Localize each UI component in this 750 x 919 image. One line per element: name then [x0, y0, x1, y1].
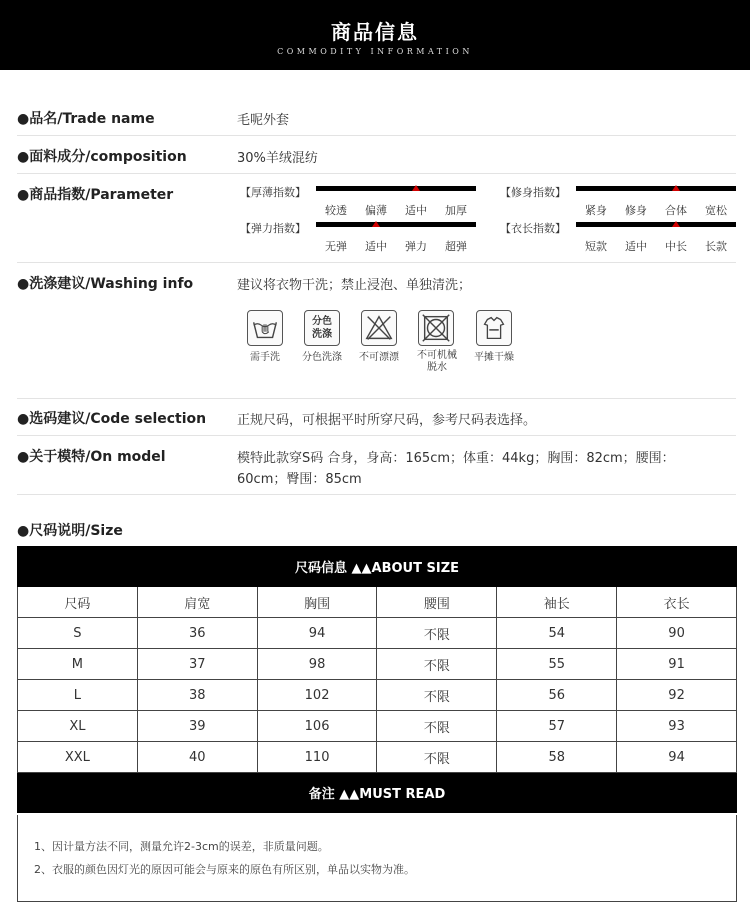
table-cell: 39	[137, 711, 257, 742]
washing-label: ●洗涤建议/Washing info	[17, 276, 194, 292]
no-bleach-caption: 不可漂漂	[359, 352, 399, 363]
size-table-columns	[18, 587, 737, 618]
separate-wash-caption: 分色洗涤	[302, 352, 342, 363]
separate-wash-icon	[304, 310, 340, 346]
param-length-marker-icon	[672, 221, 680, 227]
table-cell: 40	[137, 742, 257, 773]
table-cell: S	[18, 618, 138, 649]
param-fit-option: 紧身	[585, 204, 607, 217]
table-cell: 57	[497, 711, 617, 742]
dry-flat-icon	[476, 310, 512, 346]
column-header: 腰围	[377, 587, 497, 618]
code-selection-label: ●选码建议/Code selection	[17, 411, 207, 427]
table-cell: M	[18, 649, 138, 680]
table-cell: 不限	[377, 742, 497, 773]
divider	[17, 173, 736, 174]
param-length-label: 【衣长指数】	[500, 222, 566, 235]
hand-wash-icon	[247, 310, 283, 346]
column-header: 尺码	[18, 587, 138, 618]
table-cell: 91	[617, 649, 737, 680]
on-model-value-line-1: 模特此款穿S码 合身，身高：165cm；体重：44kg；胸围：82cm；腰围：	[237, 451, 675, 466]
param-thickness-option: 较透	[325, 204, 347, 217]
table-cell: 36	[137, 618, 257, 649]
table-cell: 不限	[377, 711, 497, 742]
table-cell: 106	[257, 711, 377, 742]
param-thickness-label: 【厚薄指数】	[240, 186, 306, 199]
table-cell: 不限	[377, 649, 497, 680]
param-fit-label: 【修身指数】	[500, 186, 566, 199]
param-fit-option: 合体	[665, 204, 687, 217]
size-table-header: 尺码信息 ▲▲ABOUT SIZE	[18, 547, 737, 587]
separate-wash-icon-text-1: 分色	[312, 316, 332, 327]
param-fit-marker-icon	[672, 185, 680, 191]
no-tumble-dry-caption-1: 不可机械	[417, 350, 457, 361]
composition-value: 30%羊绒混纺	[237, 151, 318, 166]
divider	[17, 398, 736, 399]
param-thickness-option: 加厚	[445, 204, 467, 217]
param-elasticity-option: 弹力	[405, 240, 427, 253]
param-length-option: 适中	[625, 240, 647, 253]
param-elasticity-marker-icon	[372, 221, 380, 227]
page-subtitle: COMMODITY INFORMATION	[277, 47, 473, 56]
param-fit-bar	[576, 186, 736, 191]
no-bleach-icon	[361, 310, 397, 346]
table-cell: 不限	[377, 618, 497, 649]
table-cell: 54	[497, 618, 617, 649]
table-cell: 102	[257, 680, 377, 711]
param-length-option: 中长	[665, 240, 687, 253]
size-section-label: ●尺码说明/Size	[17, 523, 123, 539]
parameter-label: ●商品指数/Parameter	[17, 187, 174, 203]
composition-label: ●面料成分/composition	[17, 149, 187, 165]
table-cell: L	[18, 680, 138, 711]
divider	[17, 494, 736, 495]
table-cell: 93	[617, 711, 737, 742]
table-row	[18, 618, 737, 649]
table-cell: 94	[257, 618, 377, 649]
table-cell: XXL	[18, 742, 138, 773]
divider	[17, 262, 736, 263]
divider	[17, 135, 736, 136]
note-line-2: 2、衣服的颜色因灯光的原因可能会与原来的原色有所区别，单品以实物为准。	[34, 863, 415, 876]
notes-header: 备注 ▲▲MUST READ	[18, 773, 737, 813]
table-cell: 55	[497, 649, 617, 680]
on-model-label: ●关于模特/On model	[17, 449, 166, 465]
column-header: 衣长	[617, 587, 737, 618]
table-cell: 不限	[377, 680, 497, 711]
table-row	[18, 711, 737, 742]
no-tumble-dry-caption-2: 脱水	[427, 362, 447, 373]
trade-name-label: ●品名/Trade name	[17, 111, 155, 127]
param-elasticity-option: 超弹	[445, 240, 467, 253]
param-elasticity-option: 无弹	[325, 240, 347, 253]
param-fit-option: 修身	[625, 204, 647, 217]
param-length-option: 短款	[585, 240, 607, 253]
param-elasticity-bar	[316, 222, 476, 227]
param-thickness-option: 偏薄	[365, 204, 387, 217]
column-header: 肩宽	[137, 587, 257, 618]
hand-wash-caption: 需手洗	[250, 352, 280, 363]
param-elasticity-option: 适中	[365, 240, 387, 253]
separate-wash-icon-text-2: 洗涤	[312, 329, 332, 340]
table-cell: 90	[617, 618, 737, 649]
washing-value: 建议将衣物干洗；禁止浸泡、单独清洗；	[237, 278, 472, 293]
param-thickness-marker-icon	[412, 185, 420, 191]
table-cell: 94	[617, 742, 737, 773]
table-cell: 110	[257, 742, 377, 773]
trade-name-value: 毛呢外套	[237, 113, 290, 128]
param-thickness-option: 适中	[405, 204, 427, 217]
column-header: 胸围	[257, 587, 377, 618]
param-length-bar	[576, 222, 736, 227]
param-elasticity-label: 【弹力指数】	[240, 222, 306, 235]
notes-box	[17, 815, 737, 902]
table-cell: 92	[617, 680, 737, 711]
table-cell: 37	[137, 649, 257, 680]
table-cell: 98	[257, 649, 377, 680]
table-row	[18, 742, 737, 773]
table-row	[18, 649, 737, 680]
no-tumble-dry-icon	[418, 310, 454, 346]
column-header: 袖长	[497, 587, 617, 618]
header-banner	[0, 0, 750, 70]
table-cell: 58	[497, 742, 617, 773]
code-selection-value: 正规尺码，可根据平时所穿尺码，参考尺码表选择。	[237, 413, 537, 428]
table-cell: XL	[18, 711, 138, 742]
table-row	[18, 680, 737, 711]
page-title: 商品信息	[331, 20, 419, 44]
table-cell: 56	[497, 680, 617, 711]
param-fit-option: 宽松	[705, 204, 727, 217]
size-table	[17, 546, 737, 813]
divider	[17, 435, 736, 436]
note-line-1: 1、因计量方法不同，测量允许2-3cm的误差，非质量问题。	[34, 840, 329, 853]
table-cell: 38	[137, 680, 257, 711]
param-thickness-bar	[316, 186, 476, 191]
on-model-value-line-2: 60cm；臀围：85cm	[237, 472, 362, 487]
dry-flat-caption: 平摊干燥	[474, 352, 514, 363]
param-length-option: 长款	[705, 240, 727, 253]
